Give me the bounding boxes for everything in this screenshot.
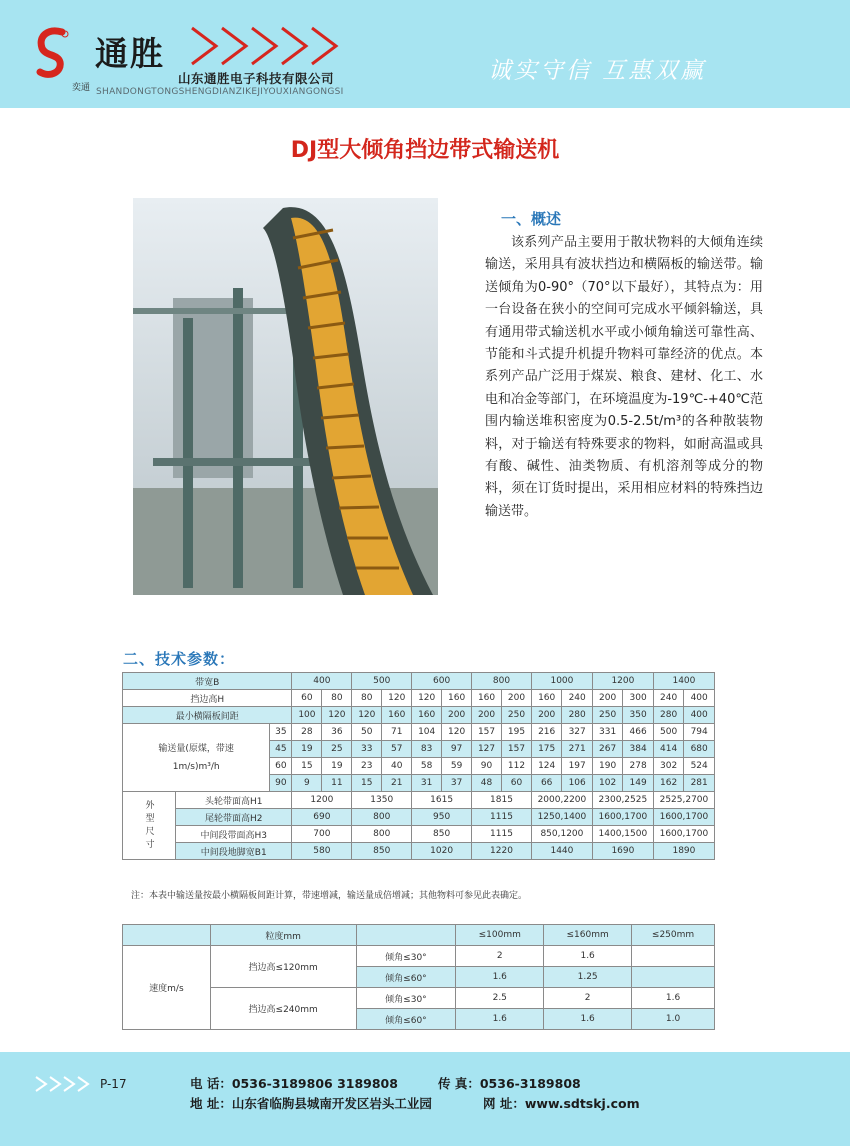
table-cell: 28 (292, 724, 322, 741)
table-cell: 1815 (472, 792, 532, 809)
table-cell: 400 (684, 690, 715, 707)
table-cell: 2 (544, 988, 632, 1009)
table-cell: 25 (322, 741, 352, 758)
table-cell: 1440 (531, 843, 592, 860)
dims-label: 外型尺寸 (123, 792, 176, 860)
table-cell: 66 (531, 775, 561, 792)
table-cell: 414 (653, 741, 683, 758)
page-number: P-17 (100, 1077, 127, 1091)
table-cell: 950 (412, 809, 472, 826)
table-cell: 124 (531, 758, 561, 775)
table-cell: 33 (352, 741, 382, 758)
table-cell: 216 (531, 724, 561, 741)
table-cell: 中间段带面高H3 (176, 826, 292, 843)
table-cell: 倾角≤30° (356, 988, 456, 1009)
company-name-pinyin: SHANDONGTONGSHENGDIANZIKEJIYOUXIANGONGSI (96, 87, 344, 97)
table-row (123, 792, 715, 809)
table-row (123, 707, 715, 724)
params-heading: 二、技术参数： (123, 650, 236, 668)
table-cell: 1250,1400 (531, 809, 592, 826)
table-row (123, 946, 715, 967)
table-cell: ≤250mm (632, 925, 715, 946)
table-cell: 1.6 (456, 1009, 544, 1030)
table-cell: 302 (653, 758, 683, 775)
table-cell: 尾轮带面高H2 (176, 809, 292, 826)
table-cell: 160 (382, 707, 412, 724)
company-name: 山东通胜电子科技有限公司 (178, 71, 335, 86)
table-cell: 197 (562, 758, 592, 775)
table-cell: 头轮带面高H1 (176, 792, 292, 809)
table-cell: 200 (442, 707, 472, 724)
table-cell: 15 (292, 758, 322, 775)
table-cell: 200 (472, 707, 502, 724)
table-cell: 160 (531, 690, 561, 707)
capacity-label: 输送量(原煤，带速1m/s)m³/h (123, 724, 270, 792)
table-cell: 127 (472, 741, 502, 758)
table-cell: 23 (352, 758, 382, 775)
table-cell: 60 (502, 775, 532, 792)
table-cell: 1.0 (632, 1009, 715, 1030)
table-cell: 160 (442, 690, 472, 707)
table-cell: 500 (653, 724, 683, 741)
table-cell: 1.25 (544, 967, 632, 988)
table-row (123, 843, 715, 860)
table-cell: 680 (684, 741, 715, 758)
table-cell: 2000,2200 (531, 792, 592, 809)
table-cell: 37 (442, 775, 472, 792)
table-cell: 40 (382, 758, 412, 775)
table-cell: 57 (382, 741, 412, 758)
table-cell: 157 (472, 724, 502, 741)
table-cell: 21 (382, 775, 412, 792)
table-cell: 9 (292, 775, 322, 792)
table-cell: 400 (292, 673, 352, 690)
table-cell: 1600,1700 (653, 809, 714, 826)
table-cell: 162 (653, 775, 683, 792)
params-table (122, 672, 715, 860)
table-cell (123, 925, 211, 946)
table-cell: 83 (412, 741, 442, 758)
table-cell: 15 (352, 775, 382, 792)
overview-heading: 一、概述 (501, 210, 562, 228)
table-row (123, 809, 715, 826)
table-cell: 280 (653, 707, 683, 724)
table-cell: 1115 (472, 826, 532, 843)
brand-name: 通胜 (95, 34, 165, 73)
table-cell: 280 (562, 707, 592, 724)
table-cell (632, 946, 715, 967)
table-cell: 1400,1500 (592, 826, 653, 843)
table-cell: 580 (292, 843, 352, 860)
table-cell: ≤160mm (544, 925, 632, 946)
table-cell: 700 (292, 826, 352, 843)
table-cell: 1690 (592, 843, 653, 860)
table-cell: 1600,1700 (653, 826, 714, 843)
table-cell: 500 (352, 673, 412, 690)
table-cell: 240 (653, 690, 683, 707)
table-cell: 102 (592, 775, 622, 792)
table-cell: 中间段地脚宽B1 (176, 843, 292, 860)
table-cell: 19 (292, 741, 322, 758)
footer-address: 地 址：山东省临朐县城南开发区岩头工业园 (190, 1096, 432, 1111)
table-cell: 794 (684, 724, 715, 741)
table-cell: 149 (623, 775, 653, 792)
table-cell: 850,1200 (531, 826, 592, 843)
table-cell: 271 (562, 741, 592, 758)
table-cell: 120 (442, 724, 472, 741)
table-cell: 466 (623, 724, 653, 741)
table-cell: 97 (442, 741, 472, 758)
table-cell: 19 (322, 758, 352, 775)
table-cell: 281 (684, 775, 715, 792)
table-cell: 160 (472, 690, 502, 707)
table-cell: 1.6 (544, 1009, 632, 1030)
table-cell: 195 (502, 724, 532, 741)
conveyor-photo (133, 198, 438, 595)
overview-text: 该系列产品主要用于散状物料的大倾角连续输送，采用具有波状挡边和横隔板的输送带。输送倾角为0-90°（70°以下最好），其特点为：用一台设备在狭小的空间可完成水平倾斜输送，具有通用带式输送机水平或小倾角输送可靠性高、节能和斗式提升机提升物料可靠经济的优点。本系列产品广泛用于煤炭、粮食、建材、化工、水电和冶金等部门，在环境温度为-19℃-+40℃范围内输送堆积密度为0.5-2.5t/m³的各种散装物料，对于输送有特殊要求的物料，如耐高温或具有酸、碱性、油类物质、有机溶剂等成分的物料，须在订货时提出，采用相应材料的特殊挡边输送带。 (485, 235, 763, 519)
cleat-label: 最小横隔板间距 (123, 707, 292, 724)
slogan: 诚实守信 互惠双赢 (488, 58, 707, 84)
table-cell: 384 (623, 741, 653, 758)
table-cell: 100 (292, 707, 322, 724)
table-cell: 90 (270, 775, 292, 792)
table-cell: 80 (352, 690, 382, 707)
page-title: DJ型大倾角挡边带式输送机 (290, 138, 560, 163)
table-cell: 690 (292, 809, 352, 826)
table-cell: 71 (382, 724, 412, 741)
table-cell: 850 (352, 843, 412, 860)
table-cell: 250 (502, 707, 532, 724)
table-cell: 1200 (292, 792, 352, 809)
table-cell: 1615 (412, 792, 472, 809)
table-cell: 120 (382, 690, 412, 707)
table-cell: 400 (684, 707, 715, 724)
table-cell: 倾角≤60° (356, 967, 456, 988)
table-cell: 1000 (531, 673, 592, 690)
table-cell: 59 (442, 758, 472, 775)
table-cell: 106 (562, 775, 592, 792)
table-cell: ≤100mm (456, 925, 544, 946)
table-cell: 800 (352, 809, 412, 826)
table-cell: 1.6 (544, 946, 632, 967)
table-cell: 48 (472, 775, 502, 792)
table-cell: 112 (502, 758, 532, 775)
table-cell: 1600,1700 (592, 809, 653, 826)
speed-table (122, 924, 715, 1030)
table-cell: 90 (472, 758, 502, 775)
granularity-label: 粒度mm (210, 925, 356, 946)
table-row (123, 925, 715, 946)
footer-arrows-icon (34, 1075, 94, 1093)
table-cell: 1350 (352, 792, 412, 809)
table-cell: 327 (562, 724, 592, 741)
table-cell: 31 (412, 775, 442, 792)
table-cell: 45 (270, 741, 292, 758)
table-cell: 331 (592, 724, 622, 741)
table-cell: 1115 (472, 809, 532, 826)
table-cell: 200 (531, 707, 561, 724)
table-cell: 1.6 (456, 967, 544, 988)
table-cell: 35 (270, 724, 292, 741)
table-cell: 1020 (412, 843, 472, 860)
table-cell: 50 (352, 724, 382, 741)
table-cell: 1400 (653, 673, 714, 690)
table-cell: 600 (412, 673, 472, 690)
table-cell: 倾角≤60° (356, 1009, 456, 1030)
table-note: 注：本表中输送量按最小横隔板间距计算，带速增减，输送量成倍增减；其他物料可参见此表确定。 (131, 891, 528, 901)
table-cell: 36 (322, 724, 352, 741)
header-arrows-icon (190, 24, 340, 68)
table-cell: 800 (352, 826, 412, 843)
table-cell: 2300,2525 (592, 792, 653, 809)
table-cell: 157 (502, 741, 532, 758)
speed-label: 速度m/s (123, 946, 211, 1030)
table-cell: 267 (592, 741, 622, 758)
table-cell: 1.6 (632, 988, 715, 1009)
table-cell: 850 (412, 826, 472, 843)
table-row (123, 690, 715, 707)
belt-width-label: 带宽B (123, 673, 292, 690)
footer-phone: 电 话：0536-3189806 3189808 (190, 1076, 398, 1091)
table-cell: 250 (592, 707, 622, 724)
table-cell: 倾角≤30° (356, 946, 456, 967)
table-cell: 200 (502, 690, 532, 707)
table-cell: 60 (270, 758, 292, 775)
table-cell: 800 (472, 673, 532, 690)
footer-fax: 传 真：0536-3189808 (438, 1076, 581, 1091)
table-cell: 60 (292, 690, 322, 707)
table-cell: 2525,2700 (653, 792, 714, 809)
table-cell: 175 (531, 741, 561, 758)
table-cell: 240 (562, 690, 592, 707)
table-cell: 挡边高≤120mm (210, 946, 356, 988)
table-cell (356, 925, 456, 946)
table-cell: 挡边高≤240mm (210, 988, 356, 1030)
table-cell: 190 (592, 758, 622, 775)
table-cell: 120 (322, 707, 352, 724)
table-cell: 160 (412, 707, 442, 724)
logo-subtext: 奕通 (72, 83, 91, 93)
table-cell: 200 (592, 690, 622, 707)
table-row (123, 724, 715, 741)
table-cell: 1220 (472, 843, 532, 860)
table-cell (632, 967, 715, 988)
table-cell: 278 (623, 758, 653, 775)
table-cell: 350 (623, 707, 653, 724)
table-row (123, 673, 715, 690)
sidewall-label: 挡边高H (123, 690, 292, 707)
table-row (123, 826, 715, 843)
table-cell: 1890 (653, 843, 714, 860)
table-cell: 104 (412, 724, 442, 741)
table-cell: 58 (412, 758, 442, 775)
table-cell: 524 (684, 758, 715, 775)
company-logo-icon (32, 26, 72, 86)
table-cell: 80 (322, 690, 352, 707)
table-cell: 300 (623, 690, 653, 707)
table-row (123, 988, 715, 1009)
table-cell: 11 (322, 775, 352, 792)
table-cell: 2 (456, 946, 544, 967)
footer-website[interactable]: 网 址：www.sdtskj.com (483, 1096, 640, 1111)
table-cell: 1200 (592, 673, 653, 690)
table-cell: 120 (352, 707, 382, 724)
table-cell: 120 (412, 690, 442, 707)
table-cell: 2.5 (456, 988, 544, 1009)
